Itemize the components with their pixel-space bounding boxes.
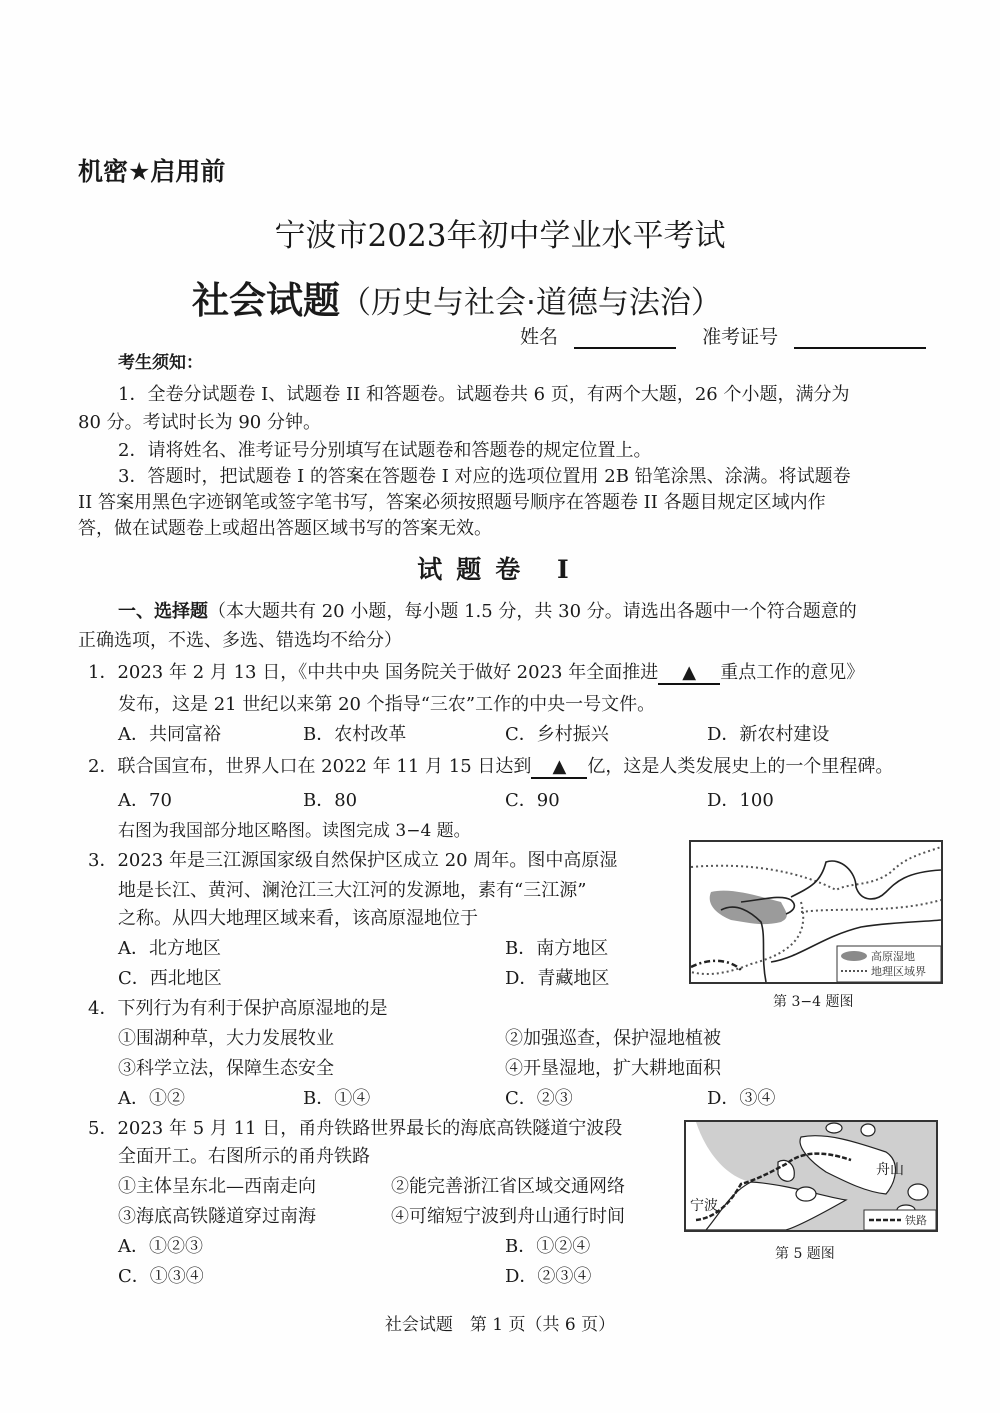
q4-option-d[interactable]: D．③④: [707, 1088, 776, 1109]
q1-option-c[interactable]: C．乡村振兴: [505, 724, 609, 745]
q5-text-cont: 全面开工。右图所示的甬舟铁路: [118, 1146, 370, 1167]
island-small-1: [796, 1187, 816, 1201]
q3-option-c[interactable]: C．西北地区: [118, 968, 222, 989]
part-heading: [118, 597, 857, 623]
notice-item-1-cont: 80 分。考试时长为 90 分钟。: [78, 412, 321, 433]
q2-text-b: 亿，这是人类发展史上的一个里程碑。: [587, 756, 894, 777]
id-label: 准考证号: [702, 326, 779, 348]
q3-option-a[interactable]: A．北方地区: [118, 938, 221, 959]
q3-option-b[interactable]: B．南方地区: [505, 938, 609, 959]
island-small-4: [908, 1184, 928, 1200]
q1-option-b[interactable]: B．农村改革: [303, 724, 407, 745]
q1-option-a[interactable]: A．共同富裕: [118, 724, 221, 745]
q3-text-cont2: 之称。从四大地理区域来看，该高原湿地位于: [118, 908, 478, 929]
q3-option-d[interactable]: D．青藏地区: [505, 968, 610, 989]
legend-railway-label: 铁路: [905, 1214, 927, 1227]
confidential-label: 机密★启用前: [78, 157, 226, 186]
q4-item-3: ③科学立法，保障生态安全: [118, 1058, 334, 1079]
q5-item-2: ②能完善浙江省区域交通网络: [391, 1176, 625, 1197]
region-boundary-north: [691, 847, 941, 890]
name-label: 姓名: [520, 326, 559, 348]
q2-option-d[interactable]: D．100: [707, 790, 774, 811]
q2-option-a[interactable]: A．70: [118, 790, 172, 811]
q5-option-c[interactable]: C．①③④: [118, 1266, 204, 1287]
page-footer: 社会试题 第 1 页（共 6 页）: [384, 1315, 616, 1335]
subject-main: 社会试题: [192, 279, 340, 322]
notice-item-1: 1．全卷分试题卷 I、试题卷 II 和答题卷。试题卷共 6 页，有两个大题，26 个小题，满分为: [118, 384, 850, 405]
q1-blank: ▲: [658, 662, 720, 685]
q4-item-1: ①围湖种草，大力发展牧业: [118, 1028, 334, 1049]
question-3: 3．2023 年是三江源国家级自然保护区成立 20 周年。图中高原湿: [88, 850, 618, 871]
part-desc: （本大题共有 20 小题，每小题 1.5 分，共 30 分。请选出各题中一个符合题意的: [208, 601, 857, 622]
island-small-2: [826, 1123, 842, 1133]
notice-item-2: 2．请将姓名、准考证号分别填写在试题卷和答题卷的规定位置上。: [118, 440, 652, 461]
notice-title: 考生须知：: [118, 353, 203, 373]
question-5: 5．2023 年 5 月 11 日，甬舟铁路世界最长的海底高铁隧道宁波段: [88, 1118, 623, 1139]
q4-option-b[interactable]: B．①④: [303, 1088, 371, 1109]
exam-title: 宁波市2023年初中学业水平考试: [274, 218, 726, 254]
intro-3-4: 右图为我国部分地区略图。读图完成 3−4 题。: [118, 821, 471, 841]
q5-item-3: ③海底高铁隧道穿过南海: [118, 1206, 316, 1227]
q1-text-b: 重点工作的意见》: [720, 662, 865, 683]
section-title: 试题卷 I: [417, 555, 583, 584]
q2-option-c[interactable]: C．90: [505, 790, 560, 811]
name-blank[interactable]: [574, 327, 676, 349]
notice-item-3-cont: II 答案用黑色字迹钢笔或签字笔书写，答案必须按照题号顺序在答题卷 II 各题目规定区域内作: [78, 492, 826, 513]
figure-5-map: [684, 1120, 938, 1232]
q5-option-b[interactable]: B．①②④: [505, 1236, 591, 1257]
q4-item-4: ④开垦湿地，扩大耕地面积: [505, 1058, 721, 1079]
q5-item-4: ④可缩短宁波到舟山通行时间: [391, 1206, 625, 1227]
part-label: 一、选择题: [118, 601, 208, 622]
q2-text-a: 2．联合国宣布，世界人口在 2022 年 11 月 15 日达到: [88, 756, 532, 777]
subject-paren: （历史与社会·道德与法治）: [340, 285, 722, 321]
q5-option-d[interactable]: D．②③④: [505, 1266, 592, 1287]
subject-title: [192, 270, 722, 324]
candidate-info-row: [520, 322, 926, 349]
national-border: [691, 961, 741, 970]
river-yellow: [791, 861, 941, 899]
q4-item-2: ②加强巡查，保护湿地植被: [505, 1028, 721, 1049]
island-small-3: [861, 1124, 875, 1136]
map-5: [686, 1122, 936, 1230]
q3-text-cont: 地是长江、黄河、澜沧江三大江河的发源地，素有“三江源”: [118, 880, 587, 901]
map-3-4: [691, 842, 941, 982]
region-boundary-south: [801, 900, 941, 912]
notice-item-3: 3．答题时，把试题卷 I 的答案在答题卷 I 对应的选项位置用 2B 铅笔涂黑、涂满。将试题卷: [118, 466, 851, 487]
legend-boundary-label: 地理区域界: [871, 965, 926, 978]
question-2: [88, 752, 893, 779]
wetland-area: [710, 891, 787, 925]
q1-text-a: 1．2023 年 2 月 13 日，《中共中央 国务院关于做好 2023 年全面推进: [88, 662, 659, 683]
q2-option-b[interactable]: B．80: [303, 790, 358, 811]
exam-id-blank[interactable]: [794, 327, 926, 349]
label-zhoushan: 舟山: [876, 1162, 904, 1178]
question-4: 4．下列行为有利于保护高原湿地的是: [88, 998, 388, 1019]
part-desc-cont: 正确选项，不选、多选、错选均不给分）: [78, 630, 402, 651]
notice-item-3-cont2: 答，做在试题卷上或超出答题区域书写的答案无效。: [78, 518, 492, 539]
q2-blank: ▲: [531, 756, 587, 779]
figure-3-4-caption: 第 3−4 题图: [773, 994, 854, 1010]
figure-3-4-map: [689, 840, 943, 984]
q5-item-1: ①主体呈东北—西南走向: [118, 1176, 316, 1197]
figure-5-caption: 第 5 题图: [775, 1246, 835, 1262]
q1-option-d[interactable]: D．新农村建设: [707, 724, 830, 745]
q4-option-c[interactable]: C．②③: [505, 1088, 573, 1109]
legend-wetland-label: 高原湿地: [871, 950, 915, 963]
label-ningbo: 宁波: [690, 1198, 718, 1214]
q1-text-cont: 发布，这是 21 世纪以来第 20 个指导“三农”工作的中央一号文件。: [118, 694, 656, 715]
q5-option-a[interactable]: A．①②③: [118, 1236, 203, 1257]
q4-option-a[interactable]: A．①②: [118, 1088, 185, 1109]
legend-wetland-swatch: [841, 951, 867, 961]
question-1: [88, 658, 864, 685]
